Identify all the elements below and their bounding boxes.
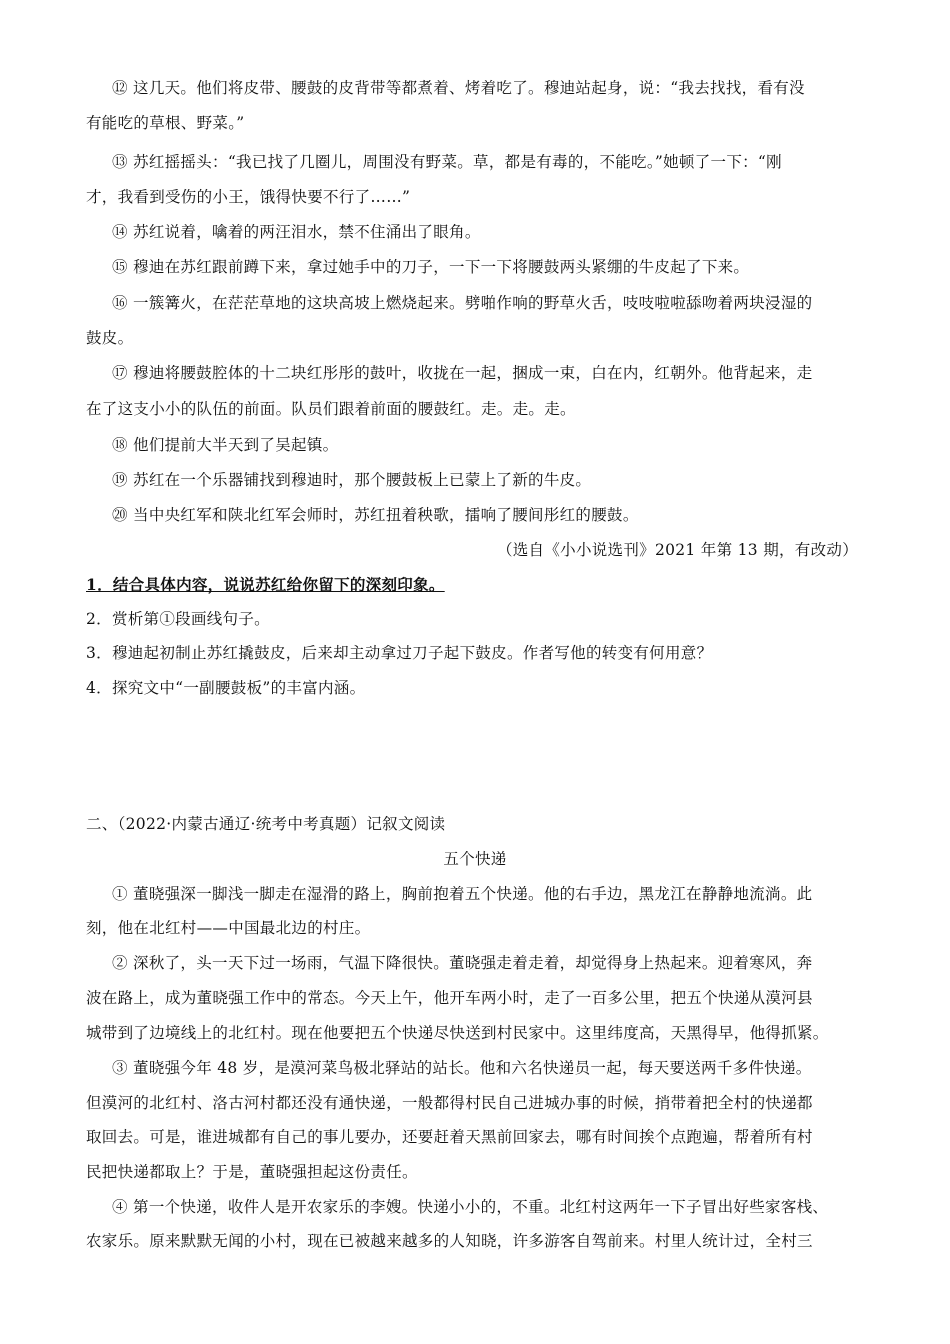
article-title: 五个快递	[443, 850, 507, 868]
article-paragraph-4-line-2: 农家乐。原来默默无闻的小村，现在已被越来越多的人知晓，许多游客自驾前来。村里人统计过，全村三	[86, 1232, 813, 1250]
article-paragraph-4-line-1: ④ 第一个快递，收件人是开农家乐的李嫂。快递小小的，不重。北红村这两年一下子冒出好些家客栈、	[112, 1198, 829, 1216]
question-1: 1．结合具体内容，说说苏红给你留下的深刻印象。	[86, 575, 445, 594]
article-paragraph-2-line-1: ② 深秋了，头一天下过一场雨，气温下降很快。董晓强走着走着，却觉得身上热起来。迎着寒风，奔	[112, 954, 813, 972]
paragraph-13-line-1: ⑬ 苏红摇摇头：“我已找了几圈儿，周围没有野菜。草，都是有毒的，不能吃。”她顿了一下：“刚	[112, 153, 782, 171]
article-paragraph-1-line-2: 刻，他在北红村——中国最北边的村庄。	[86, 919, 371, 937]
article-paragraph-3-line-3: 取回去。可是，谁进城都有自己的事儿要办，还要赶着天黑前回家去，哪有时间挨个点跑遍，帮着所有村	[86, 1128, 813, 1146]
paragraph-12-line-1: ⑫ 这几天。他们将皮带、腰鼓的皮背带等都煮着、烤着吃了。穆迪站起身，说：“我去找找，看有没	[112, 79, 805, 97]
paragraph-20: ⑳ 当中央红军和陕北红军会师时，苏红扭着秧歌，擂响了腰间彤红的腰鼓。	[112, 506, 639, 524]
paragraph-18: ⑱ 他们提前大半天到了吴起镇。	[112, 436, 339, 454]
article-paragraph-3-line-1: ③ 董晓强今年 48 岁，是漠河菜鸟极北驿站的站长。他和六名快递员一起，每天要送两千多件快递。	[112, 1059, 812, 1077]
paragraph-16-line-2: 鼓皮。	[86, 329, 134, 347]
paragraph-12-line-2: 有能吃的草根、野菜。”	[86, 114, 245, 132]
question-4: 4．探究文中“一副腰鼓板”的丰富内涵。	[86, 679, 366, 697]
paragraph-19: ⑲ 苏红在一个乐器铺找到穆迪时，那个腰鼓板上已蒙上了新的牛皮。	[112, 471, 592, 489]
paragraph-13-line-2: 才，我看到受伤的小王，饿得快要不行了……”	[86, 188, 411, 206]
article-paragraph-2-line-3: 城带到了边境线上的北红村。现在他要把五个快递尽快送到村民家中。这里纬度高，天黑得早，他得抓紧。	[86, 1024, 829, 1042]
paragraph-17-line-1: ⑰ 穆迪将腰鼓腔体的十二块红彤彤的鼓叶，收拢在一起，捆成一束，白在内，红朝外。他背起来，走	[112, 364, 813, 382]
paragraph-17-line-2: 在了这支小小的队伍的前面。队员们跟着前面的腰鼓红。走。走。走。	[86, 400, 576, 418]
paragraph-14: ⑭ 苏红说着，噙着的两汪泪水，禁不住涌出了眼角。	[112, 223, 481, 241]
article-paragraph-1-line-1: ① 董晓强深一脚浅一脚走在湿滑的路上，胸前抱着五个快递。他的右手边，黑龙江在静静地流淌。此	[112, 885, 813, 903]
source-citation: （选自《小小说选刊》2021 年第 13 期，有改动）	[496, 541, 858, 559]
question-2: 2．赏析第①段画线句子。	[86, 610, 270, 628]
article-paragraph-3-line-2: 但漠河的北红村、洛古河村都还没有通快递，一般都得村民自己进城办事的时候，捎带着把全村的快递都	[86, 1094, 813, 1112]
paragraph-16-line-1: ⑯ 一簇篝火，在茫茫草地的这块高坡上燃烧起来。劈啪作响的野草火舌，吱吱啦啦舔吻着两块浸湿的	[112, 294, 813, 312]
section-2-heading: 二、（2022·内蒙古通辽·统考中考真题）记叙文阅读	[86, 815, 446, 833]
article-paragraph-2-line-2: 波在路上，成为董晓强工作中的常态。今天上午，他开车两小时，走了一百多公里，把五个快递从漠河县	[86, 989, 813, 1007]
article-paragraph-3-line-4: 民把快递都取上？于是，董晓强担起这份责任。	[86, 1163, 418, 1181]
question-3: 3．穆迪起初制止苏红撬鼓皮，后来却主动拿过刀子起下鼓皮。作者写他的转变有何用意？	[86, 644, 713, 662]
paragraph-15: ⑮ 穆迪在苏红跟前蹲下来，拿过她手中的刀子，一下一下将腰鼓两头紧绷的牛皮起了下来。	[112, 258, 750, 276]
